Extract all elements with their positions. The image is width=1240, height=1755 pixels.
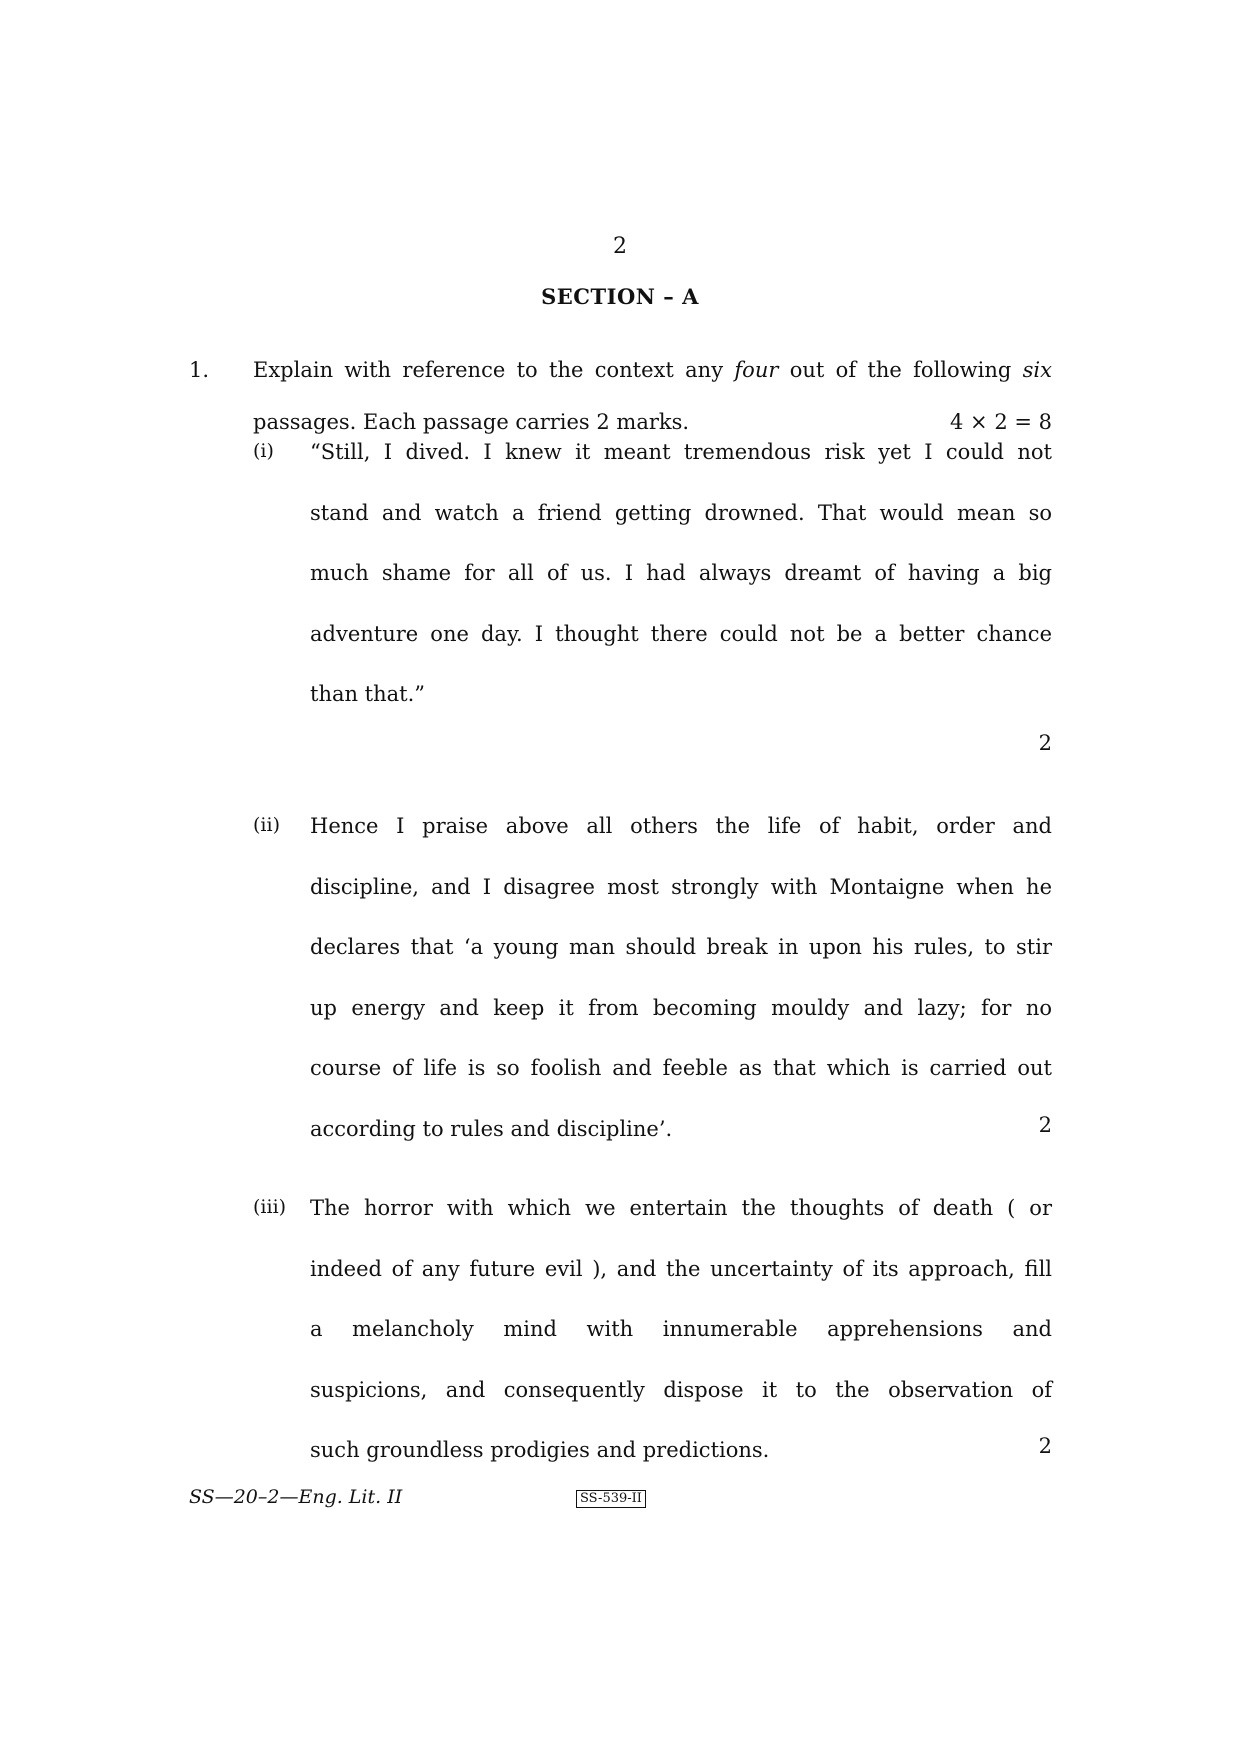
passage-text (310, 422, 1052, 725)
passage-line: much shame for all of us. I had always dreamt of having a big (310, 561, 1052, 585)
page-number: 2 (613, 234, 627, 259)
passage-line: a melancholy mind with innumerable apprehensions and (310, 1317, 1052, 1341)
passage-text (310, 796, 1052, 1159)
footer-booklet-code: SS-539-II (576, 1490, 646, 1508)
passage-label: (i) (253, 440, 274, 462)
passage-line: discipline, and I disagree most strongly with Montaigne when he (310, 874, 1052, 899)
passage-line: suspicions, and consequently dispose it to the observation of (310, 1377, 1052, 1402)
question-marks: 4 × 2 = 8 (950, 410, 1052, 434)
passage-line: declares that ‘a young man should break in upon his rules, to stir (310, 935, 1052, 959)
passage-marks: 2 (1038, 1434, 1052, 1458)
passage-label: (ii) (253, 814, 280, 836)
passage-label: (iii) (253, 1196, 287, 1218)
passage-line: such groundless prodigies and predictions. (310, 1438, 770, 1462)
passage-marks: 2 (1038, 731, 1052, 755)
question-instruction-line1 (253, 358, 1052, 382)
instruction-emphasis-six: six (1022, 358, 1052, 382)
passage-line: The horror with which we entertain the thoughts of death ( or (310, 1196, 1052, 1220)
passage-line: “Still, I dived. I knew it meant tremendous risk yet I could not (310, 440, 1052, 464)
passage-line: course of life is so foolish and feeble as that which is carried out (310, 1056, 1052, 1080)
passage-line: according to rules and discipline’. (310, 1116, 673, 1141)
passage-line: adventure one day. I thought there could not be a better chance (310, 621, 1052, 646)
passage-line: Hence I praise above all others the life of habit, order and (310, 814, 1052, 838)
question-number: 1. (189, 358, 210, 382)
passage-line: up energy and keep it from becoming mouldy and lazy; for no (310, 995, 1052, 1020)
instruction-text: out of the following (789, 358, 1012, 382)
instruction-text: Explain with reference to the context any (253, 358, 724, 382)
section-title: SECTION – A (541, 284, 699, 309)
footer-paper-code: SS—20–2—Eng. Lit. II (189, 1486, 403, 1508)
passage-line: indeed of any future evil ), and the uncertainty of its approach, fill (310, 1256, 1052, 1281)
passage-text (310, 1178, 1052, 1481)
instruction-emphasis-four: four (734, 358, 779, 382)
passage-line: than that.” (310, 682, 426, 706)
passage-line: stand and watch a friend getting drowned. That would mean so (310, 500, 1052, 525)
question-instruction-line2: passages. Each passage carries 2 marks. (253, 410, 690, 434)
passage-marks: 2 (1038, 1113, 1052, 1137)
